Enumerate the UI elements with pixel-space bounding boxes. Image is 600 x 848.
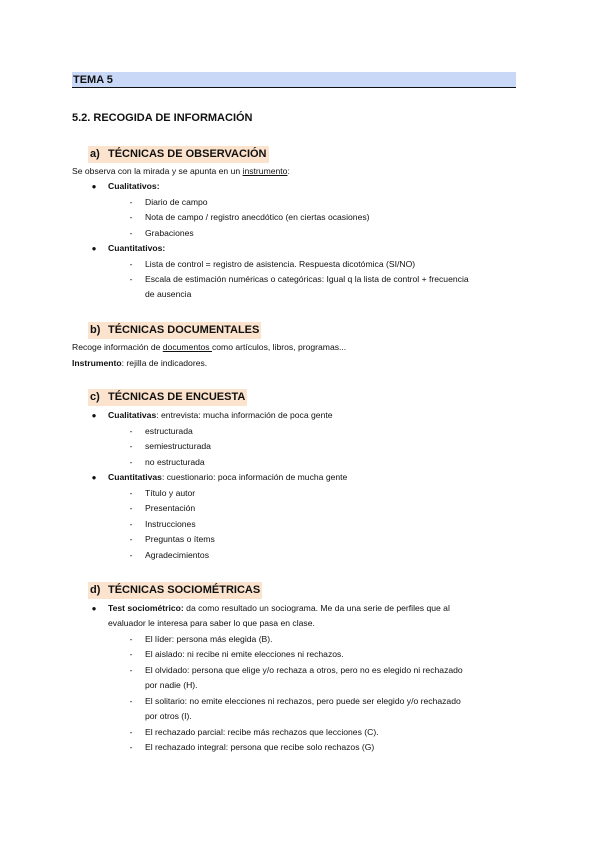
topic-title: TEMA 5 <box>73 74 113 86</box>
dash-icon: - <box>129 426 133 436</box>
dash-icon: - <box>129 503 133 513</box>
dash-icon: - <box>129 665 133 675</box>
observation-intro: Se observa con la mirada y se apunta en un instrumento: <box>72 166 290 176</box>
topic-header <box>72 72 516 88</box>
list-item: Agradecimientos <box>145 550 210 560</box>
profile-item: El rechazado integral: persona que recibe solo rechazos (G) <box>145 742 375 752</box>
survey-quantitative: Cuantitativas: cuestionario: poca información de mucha gente <box>108 472 348 482</box>
sociometric-test-line1: Test sociométrico: da como resultado un sociograma. Me da una serie de perfiles que al <box>108 603 450 613</box>
dash-icon: - <box>129 274 133 284</box>
list-item: estructurada <box>145 426 193 436</box>
profile-item: El líder: persona más elegida (B). <box>145 634 273 644</box>
dash-icon: - <box>129 212 133 222</box>
list-item: Grabaciones <box>145 228 194 238</box>
subsection-d-heading: d) TÉCNICAS SOCIOMÉTRICAS <box>88 582 262 599</box>
bullet-icon: ● <box>91 182 97 191</box>
list-item: no estructurada <box>145 457 205 467</box>
dash-icon: - <box>129 259 133 269</box>
survey-qualitative: Cualitativas: entrevista: mucha información de poca gente <box>108 410 333 420</box>
profile-item: El solitario: no emite elecciones ni rechazos, pero puede ser elegido y/o rechazado <box>145 696 461 706</box>
subsection-a-heading: a) TÉCNICAS DE OBSERVACIÓN <box>88 146 269 163</box>
dash-icon: - <box>129 197 133 207</box>
dash-icon: - <box>129 696 133 706</box>
dash-icon: - <box>129 649 133 659</box>
profile-item: El aislado: ni recibe ni emite elecciones ni rechazos. <box>145 649 344 659</box>
list-item: Presentación <box>145 503 196 513</box>
subsection-c-heading: c) TÉCNICAS DE ENCUESTA <box>88 389 247 406</box>
list-item: Preguntas o ítems <box>145 534 215 544</box>
dash-icon: - <box>129 441 133 451</box>
profile-item: El rechazado parcial: recibe más rechazos que lecciones (C). <box>145 727 379 737</box>
dash-icon: - <box>129 488 133 498</box>
section-title: 5.2. RECOGIDA DE INFORMACIÓN <box>72 112 253 124</box>
list-item: Escala de estimación numéricas o categóricas: Igual q la lista de control + frecuencia <box>145 274 469 284</box>
list-item: Nota de campo / registro anecdótico (en ciertas ocasiones) <box>145 212 370 222</box>
profile-item-continuation: por otros (I). <box>145 711 192 721</box>
observation-quantitative-label: Cuantitativos: <box>108 243 166 253</box>
sociometric-test-line2: evaluador le interesa para saber lo que pasa en clase. <box>108 618 315 628</box>
subsection-b-heading: b) TÉCNICAS DOCUMENTALES <box>88 322 261 339</box>
list-item: Lista de control = registro de asistencia. Respuesta dicotómica (SI/NO) <box>145 259 416 269</box>
dash-icon: - <box>129 457 133 467</box>
list-item-continuation: de ausencia <box>145 289 192 299</box>
dash-icon: - <box>129 634 133 644</box>
profile-item-continuation: por nadie (H). <box>145 680 198 690</box>
dash-icon: - <box>129 534 133 544</box>
documentary-intro: Recoge información de documentos como artículos, libros, programas... <box>72 342 347 352</box>
observation-qualitative-label: Cualitativos: <box>108 181 160 191</box>
bullet-icon: ● <box>91 411 97 420</box>
dash-icon: - <box>129 742 133 752</box>
bullet-icon: ● <box>91 604 97 613</box>
list-item: Título y autor <box>145 488 196 498</box>
bullet-icon: ● <box>91 244 97 253</box>
list-item: semiestructurada <box>145 441 211 451</box>
documentary-instrument: Instrumento: rejilla de indicadores. <box>72 358 208 368</box>
list-item: Instrucciones <box>145 519 196 529</box>
dash-icon: - <box>129 727 133 737</box>
dash-icon: - <box>129 228 133 238</box>
profile-item: El olvidado: persona que elige y/o rechaza a otros, pero no es elegido ni rechazado <box>145 665 463 675</box>
dash-icon: - <box>129 519 133 529</box>
list-item: Diario de campo <box>145 197 208 207</box>
bullet-icon: ● <box>91 473 97 482</box>
dash-icon: - <box>129 550 133 560</box>
